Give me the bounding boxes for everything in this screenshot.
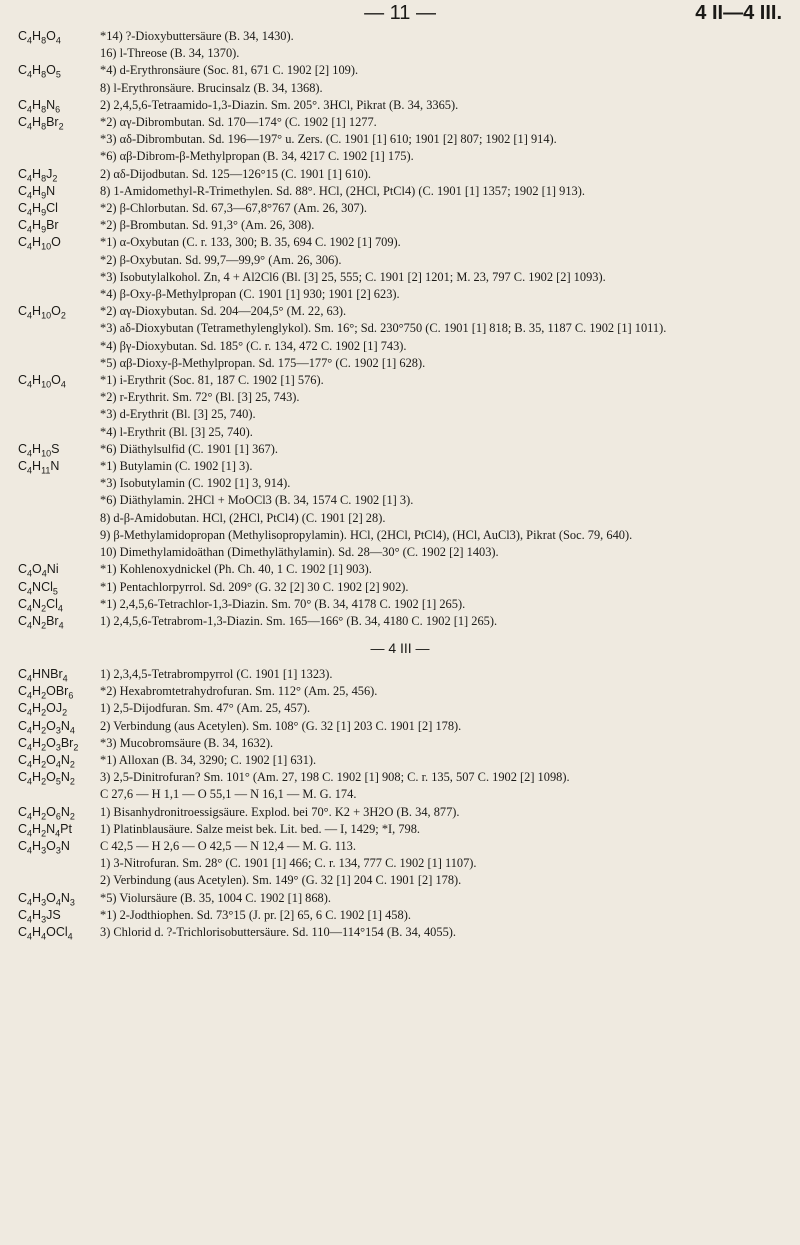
compound-item: 2) Verbindung (aus Acetylen). Sm. 149° (G. 32 [1] 204 C. 1901 [2] 178). xyxy=(100,873,462,888)
compound-list xyxy=(100,183,790,200)
compound-item: 8) 1-Amidomethyl-R-Trimethylen. Sd. 88°. HCl, (2HCl, PtCl4) (C. 1901 [1] 1357; 1902 [1] 913). xyxy=(100,183,585,198)
compound-entry xyxy=(0,683,800,700)
compound-item: *4) d-Erythronsäure (Soc. 81, 671 C. 1902 [2] 109). xyxy=(100,63,359,78)
compound-item: 1) 2,4,5,6-Tetrabrom-1,3-Diazin. Sm. 165—166° (B. 34, 4180 C. 1902 [1] 265). xyxy=(100,613,498,628)
compound-entry xyxy=(0,838,800,890)
compound-entry xyxy=(0,97,800,114)
formula: $C_4H_9N$ xyxy=(18,183,56,201)
compound-list xyxy=(100,561,790,578)
compound-list xyxy=(100,890,790,907)
compound-item: 9) β-Methylamidopropan (Methylisopropylamin). HCl, (2HCl, PtCl4), (HCl, AuCl3), Pikrat (Soc. 79, 640). xyxy=(100,527,633,542)
compound-item: *3) Isobutylamin (C. 1902 [1] 3, 914). xyxy=(100,476,291,491)
formula: $C_4H_2O_6N_2$ xyxy=(18,804,75,822)
compound-entry xyxy=(0,441,800,458)
compound-item: *2) r-Erythrit. Sm. 72° (Bl. [3] 25, 743). xyxy=(100,390,300,405)
compound-item: 8) d-β-Amidobutan. HCl, (2HCl, PtCl4) (C. 1901 [2] 28). xyxy=(100,510,386,525)
compound-item: *2) Hexabromtetrahydrofuran. Sm. 112° (Am. 25, 456). xyxy=(100,684,378,699)
compound-item: 3) 2,5-Dinitrofuran? Sm. 101° (Am. 27, 198 C. 1902 [1] 908; C. r. 135, 507 C. 1902 [2] 1098). xyxy=(100,770,570,785)
formula: $C_4H_8J_2$ xyxy=(18,166,58,184)
formula: $C_4H_4OCl_4$ xyxy=(18,925,73,942)
compound-list xyxy=(100,735,790,752)
compound-list xyxy=(100,718,790,735)
compound-item: 1) 2,5-Dijodfuran. Sm. 47° (Am. 25, 457). xyxy=(100,701,311,716)
formula: $C_4H_2OBr_6$ xyxy=(18,684,74,701)
compound-item: 2) Verbindung (aus Acetylen). Sm. 108° (G. 32 [1] 203 C. 1901 [2] 178). xyxy=(100,718,462,733)
formula: $C_4H_{10}O_4$ xyxy=(18,373,66,390)
compound-item: 16) l-Threose (B. 34, 1370). xyxy=(100,46,240,61)
compound-list xyxy=(100,907,790,924)
compound-list xyxy=(100,234,790,303)
compound-entry xyxy=(0,28,800,62)
compound-list xyxy=(100,613,790,630)
formula: $C_4H_2N_4Pt$ xyxy=(18,821,72,839)
compound-entry xyxy=(0,804,800,821)
compound-item: *6) Diäthylamin. 2HCl + MoOCl3 (B. 34, 1574 C. 1902 [1] 3). xyxy=(100,493,414,508)
formula: $C_4H_{10}O$ xyxy=(18,235,61,252)
compound-entry xyxy=(0,183,800,200)
compound-list xyxy=(100,752,790,769)
formula: $C_4H_{10}O_2$ xyxy=(18,304,66,321)
compound-entry xyxy=(0,166,800,183)
compound-item: *2) αγ-Dibrombutan. Sd. 170—174° (C. 1902 [1] 1277. xyxy=(100,115,377,130)
compound-entry xyxy=(0,613,800,630)
compound-item: *3) aδ-Dioxybutan (Tetramethylenglykol). Sm. 16°; Sd. 230°750 (C. 1901 [1] 818; B. 35, 1187 C. 1902 [1] 1011). xyxy=(100,321,667,336)
compound-list xyxy=(100,769,790,803)
compound-item: *1) α-Oxybutan (C. r. 133, 300; B. 35, 694 C. 1902 [1] 709). xyxy=(100,235,401,250)
compound-entry xyxy=(0,718,800,735)
formula: $C_4HNBr_4$ xyxy=(18,667,68,684)
compound-list xyxy=(100,114,790,166)
compound-item: *1) 2,4,5,6-Tetrachlor-1,3-Diazin. Sm. 70° (B. 34, 4178 C. 1902 [1] 265). xyxy=(100,596,466,611)
compound-list xyxy=(100,700,790,717)
compound-entry xyxy=(0,769,800,803)
compound-item: *3) Mucobromsäure (B. 34, 1632). xyxy=(100,735,274,750)
formula: $C_4H_2O_4N_2$ xyxy=(18,753,75,770)
compound-list xyxy=(100,596,790,613)
compound-list xyxy=(100,683,790,700)
compound-list xyxy=(100,441,790,458)
section-range: 4 II—4 III. xyxy=(695,2,782,24)
formula: $C_4H_2OJ_2$ xyxy=(18,701,68,718)
formula: $C_4H_3JS$ xyxy=(18,907,61,925)
compound-entry xyxy=(0,372,800,441)
compound-item: *6) Diäthylsulfid (C. 1901 [1] 367). xyxy=(100,441,278,456)
formula: $C_4O_4Ni$ xyxy=(18,562,59,579)
compound-item: *3) αδ-Dibrombutan. Sd. 196—197° u. Zers. (C. 1901 [1] 610; 1901 [2] 807; 1902 [1] 914). xyxy=(100,132,557,147)
compound-item: *2) αγ-Dioxybutan. Sd. 204—204,5° (M. 22, 63). xyxy=(100,304,347,319)
compound-entry xyxy=(0,303,800,372)
compound-entry xyxy=(0,62,800,96)
compound-item: *4) β-Oxy-β-Methylpropan (C. 1901 [1] 930; 1901 [2] 623). xyxy=(100,287,400,302)
compound-item: *1) 2-Jodthiophen. Sd. 73°15 (J. pr. [2] 65, 6 C. 1902 [1] 458). xyxy=(100,907,411,922)
compound-item: *1) Butylamin (C. 1902 [1] 3). xyxy=(100,459,253,474)
compound-entry xyxy=(0,700,800,717)
compound-list xyxy=(100,666,790,683)
formula: $C_4H_{10}S$ xyxy=(18,441,60,459)
compound-list xyxy=(100,804,790,821)
compound-item: *1) Pentachlorpyrrol. Sd. 209° (G. 32 [2] 30 C. 1902 [2] 902). xyxy=(100,579,409,594)
compound-item: *1) Kohlenoxydnickel (Ph. Ch. 40, 1 C. 1902 [1] 903). xyxy=(100,562,372,577)
formula: $C_4H_8N_6$ xyxy=(18,97,61,115)
compound-list xyxy=(100,62,790,96)
formula: $C_4H_8O_5$ xyxy=(18,63,61,80)
compound-item: 8) l-Erythronsäure. Brucinsalz (B. 34, 1368). xyxy=(100,80,323,95)
compound-item: *1) Alloxan (B. 34, 3290; C. 1902 [1] 631). xyxy=(100,753,317,768)
section-4-ii xyxy=(0,28,800,630)
compound-entry xyxy=(0,579,800,596)
formula: $C_4H_2O_3N_4$ xyxy=(18,718,75,736)
compound-entry xyxy=(0,735,800,752)
compound-list xyxy=(100,166,790,183)
formula: $C_4H_2O_5N_2$ xyxy=(18,770,75,787)
section-divider: — 4 III — xyxy=(370,640,430,656)
formula: $C_4H_8O_4$ xyxy=(18,29,61,46)
compound-item: 3) Chlorid d. ?-Trichlorisobuttersäure. Sd. 110—114°154 (B. 34, 4055). xyxy=(100,925,456,940)
compound-item: *2) β-Chlorbutan. Sd. 67,3—67,8°767 (Am. 26, 307). xyxy=(100,201,367,216)
formula: $C_4N_2Br_4$ xyxy=(18,613,64,631)
compound-entry xyxy=(0,200,800,217)
formula: $C_4H_3O_4N_3$ xyxy=(18,890,75,908)
compound-item: *6) αβ-Dibrom-β-Methylpropan (B. 34, 4217 C. 1902 [1] 175). xyxy=(100,149,414,164)
compound-entry xyxy=(0,890,800,907)
formula: $C_4H_8Br_2$ xyxy=(18,115,64,132)
formula: $C_4N_2Cl_4$ xyxy=(18,596,63,614)
compound-list xyxy=(100,924,790,941)
compound-item: C 42,5 — H 2,6 — O 42,5 — N 12,4 — M. G. 113. xyxy=(100,839,356,854)
compound-item: 1) 3-Nitrofuran. Sm. 28° (C. 1901 [1] 466; C. r. 134, 777 C. 1902 [1] 1107). xyxy=(100,856,477,871)
formula: $C_4H_9Cl$ xyxy=(18,201,58,218)
compound-item: *5) αβ-Dioxy-β-Methylpropan. Sd. 175—177° (C. 1902 [1] 628). xyxy=(100,355,426,370)
compound-item: *2) β-Oxybutan. Sd. 99,7—99,9° (Am. 26, 306). xyxy=(100,252,342,267)
compound-item: *3) Isobutylalkohol. Zn, 4 + Al2Cl6 (Bl. [3] 25, 555; C. 1901 [2] 1201; M. 23, 797 C. 1902 [2] 1093). xyxy=(100,269,606,284)
compound-item: *14) ?-Dioxybuttersäure (B. 34, 1430). xyxy=(100,29,294,43)
compound-entry xyxy=(0,217,800,234)
compound-entry xyxy=(0,596,800,613)
compound-entry xyxy=(0,924,800,941)
compound-item: C 27,6 — H 1,1 — O 55,1 — N 16,1 — M. G. 174. xyxy=(100,787,357,802)
compound-item: *4) βγ-Dioxybutan. Sd. 185° (C. r. 134, 472 C. 1902 [1] 743). xyxy=(100,338,407,353)
formula: $C_4H_9Br$ xyxy=(18,218,59,235)
compound-entry xyxy=(0,907,800,924)
compound-entry xyxy=(0,561,800,578)
compound-item: 1) Platinblausäure. Salze meist bek. Lit. bed. — I, 1429; *I, 798. xyxy=(100,821,421,836)
compound-list xyxy=(100,372,790,441)
compound-list xyxy=(100,579,790,596)
compound-list xyxy=(100,303,790,372)
compound-list xyxy=(100,97,790,114)
formula: $C_4H_2O_3Br_2$ xyxy=(18,735,79,753)
compound-list xyxy=(100,821,790,838)
compound-item: *2) β-Brombutan. Sd. 91,3° (Am. 26, 308). xyxy=(100,218,315,233)
compound-entry xyxy=(0,234,800,303)
compound-item: *5) Violursäure (B. 35, 1004 C. 1902 [1] 868). xyxy=(100,890,331,905)
compound-item: 1) Bisanhydronitroessigsäure. Explod. bei 70°. K2 + 3H2O (B. 34, 877). xyxy=(100,804,460,819)
section-4-iii xyxy=(0,666,800,941)
compound-list xyxy=(100,28,790,62)
compound-list xyxy=(100,838,790,890)
page-number: — 11 — xyxy=(364,2,436,24)
compound-entry xyxy=(0,114,800,166)
formula: $C_4H_3O_3N$ xyxy=(18,839,70,856)
compound-list xyxy=(100,200,790,217)
compound-item: *3) d-Erythrit (Bl. [3] 25, 740). xyxy=(100,407,256,422)
compound-item: *1) i-Erythrit (Soc. 81, 187 C. 1902 [1] 576). xyxy=(100,373,324,388)
compound-item: 2) αδ-Dijodbutan. Sd. 125—126°15 (C. 1901 [1] 610). xyxy=(100,166,371,181)
compound-entry xyxy=(0,752,800,769)
formula: $C_4H_{11}N$ xyxy=(18,459,60,476)
compound-entry xyxy=(0,666,800,683)
compound-item: *4) l-Erythrit (Bl. [3] 25, 740). xyxy=(100,424,253,439)
compound-list xyxy=(100,217,790,234)
compound-item: 2) 2,4,5,6-Tetraamido-1,3-Diazin. Sm. 205°. 3HCl, Pikrat (B. 34, 3365). xyxy=(100,97,459,112)
compound-list xyxy=(100,458,790,561)
compound-entry xyxy=(0,458,800,561)
formula: $C_4NCl_5$ xyxy=(18,579,58,596)
compound-entry xyxy=(0,821,800,838)
compound-item: 10) Dimethylamidoäthan (Dimethyläthylamin). Sd. 28—30° (C. 1902 [2] 1403). xyxy=(100,545,499,560)
compound-item: 1) 2,3,4,5-Tetrabrompyrrol (C. 1901 [1] 1323). xyxy=(100,667,333,681)
